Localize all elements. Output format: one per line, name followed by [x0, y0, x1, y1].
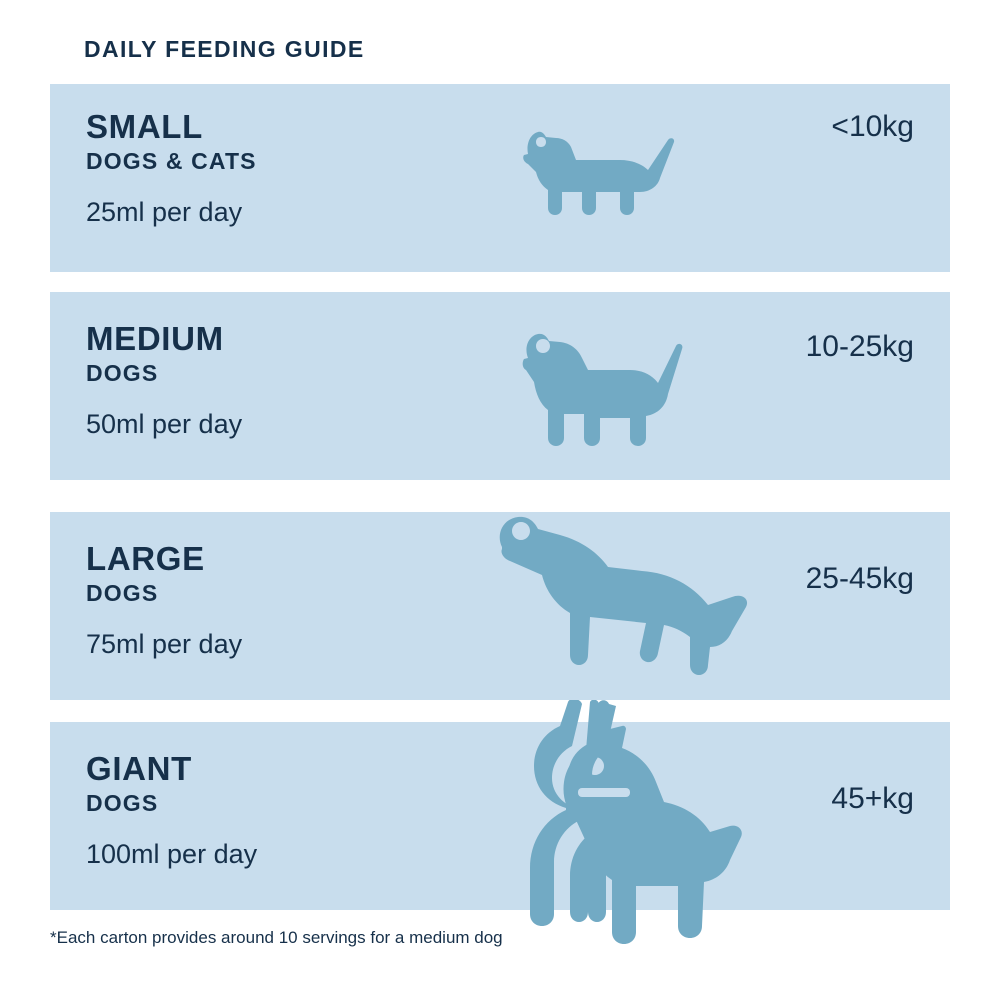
feeding-row-medium-text	[86, 292, 242, 510]
feeding-row-small-text	[86, 84, 257, 298]
amount-label: 75ml per day	[86, 629, 243, 660]
weight-range-label: 45+kg	[831, 782, 914, 815]
size-label: SMALL	[86, 108, 203, 145]
amount-label: 100ml per day	[86, 839, 258, 870]
feeding-row-giant	[50, 722, 950, 910]
animal-type-label: DOGS & CATS	[86, 147, 257, 174]
footnote: *Each carton provides around 10 servings for a medium dog	[50, 928, 503, 947]
animal-type-label: DOGS	[86, 789, 159, 816]
great-dane-dog-icon	[520, 700, 760, 970]
dachshund-dog-icon	[500, 120, 680, 230]
greyhound-dog-icon	[470, 505, 770, 685]
beagle-dog-icon	[490, 318, 690, 458]
size-label: GIANT	[86, 750, 192, 787]
size-label: LARGE	[86, 540, 205, 577]
animal-type-label: DOGS	[86, 579, 159, 606]
weight-range-label: <10kg	[831, 110, 914, 143]
feeding-row-giant-text	[86, 722, 257, 940]
feeding-row-large-text	[86, 512, 242, 730]
weight-range-label: 10-25kg	[805, 330, 914, 363]
amount-label: 50ml per day	[86, 409, 243, 440]
animal-type-label: DOGS	[86, 359, 159, 386]
page-title: DAILY FEEDING GUIDE	[84, 36, 365, 62]
size-label: MEDIUM	[86, 320, 224, 357]
weight-range-label: 25-45kg	[805, 562, 914, 595]
amount-label: 25ml per day	[86, 197, 243, 228]
